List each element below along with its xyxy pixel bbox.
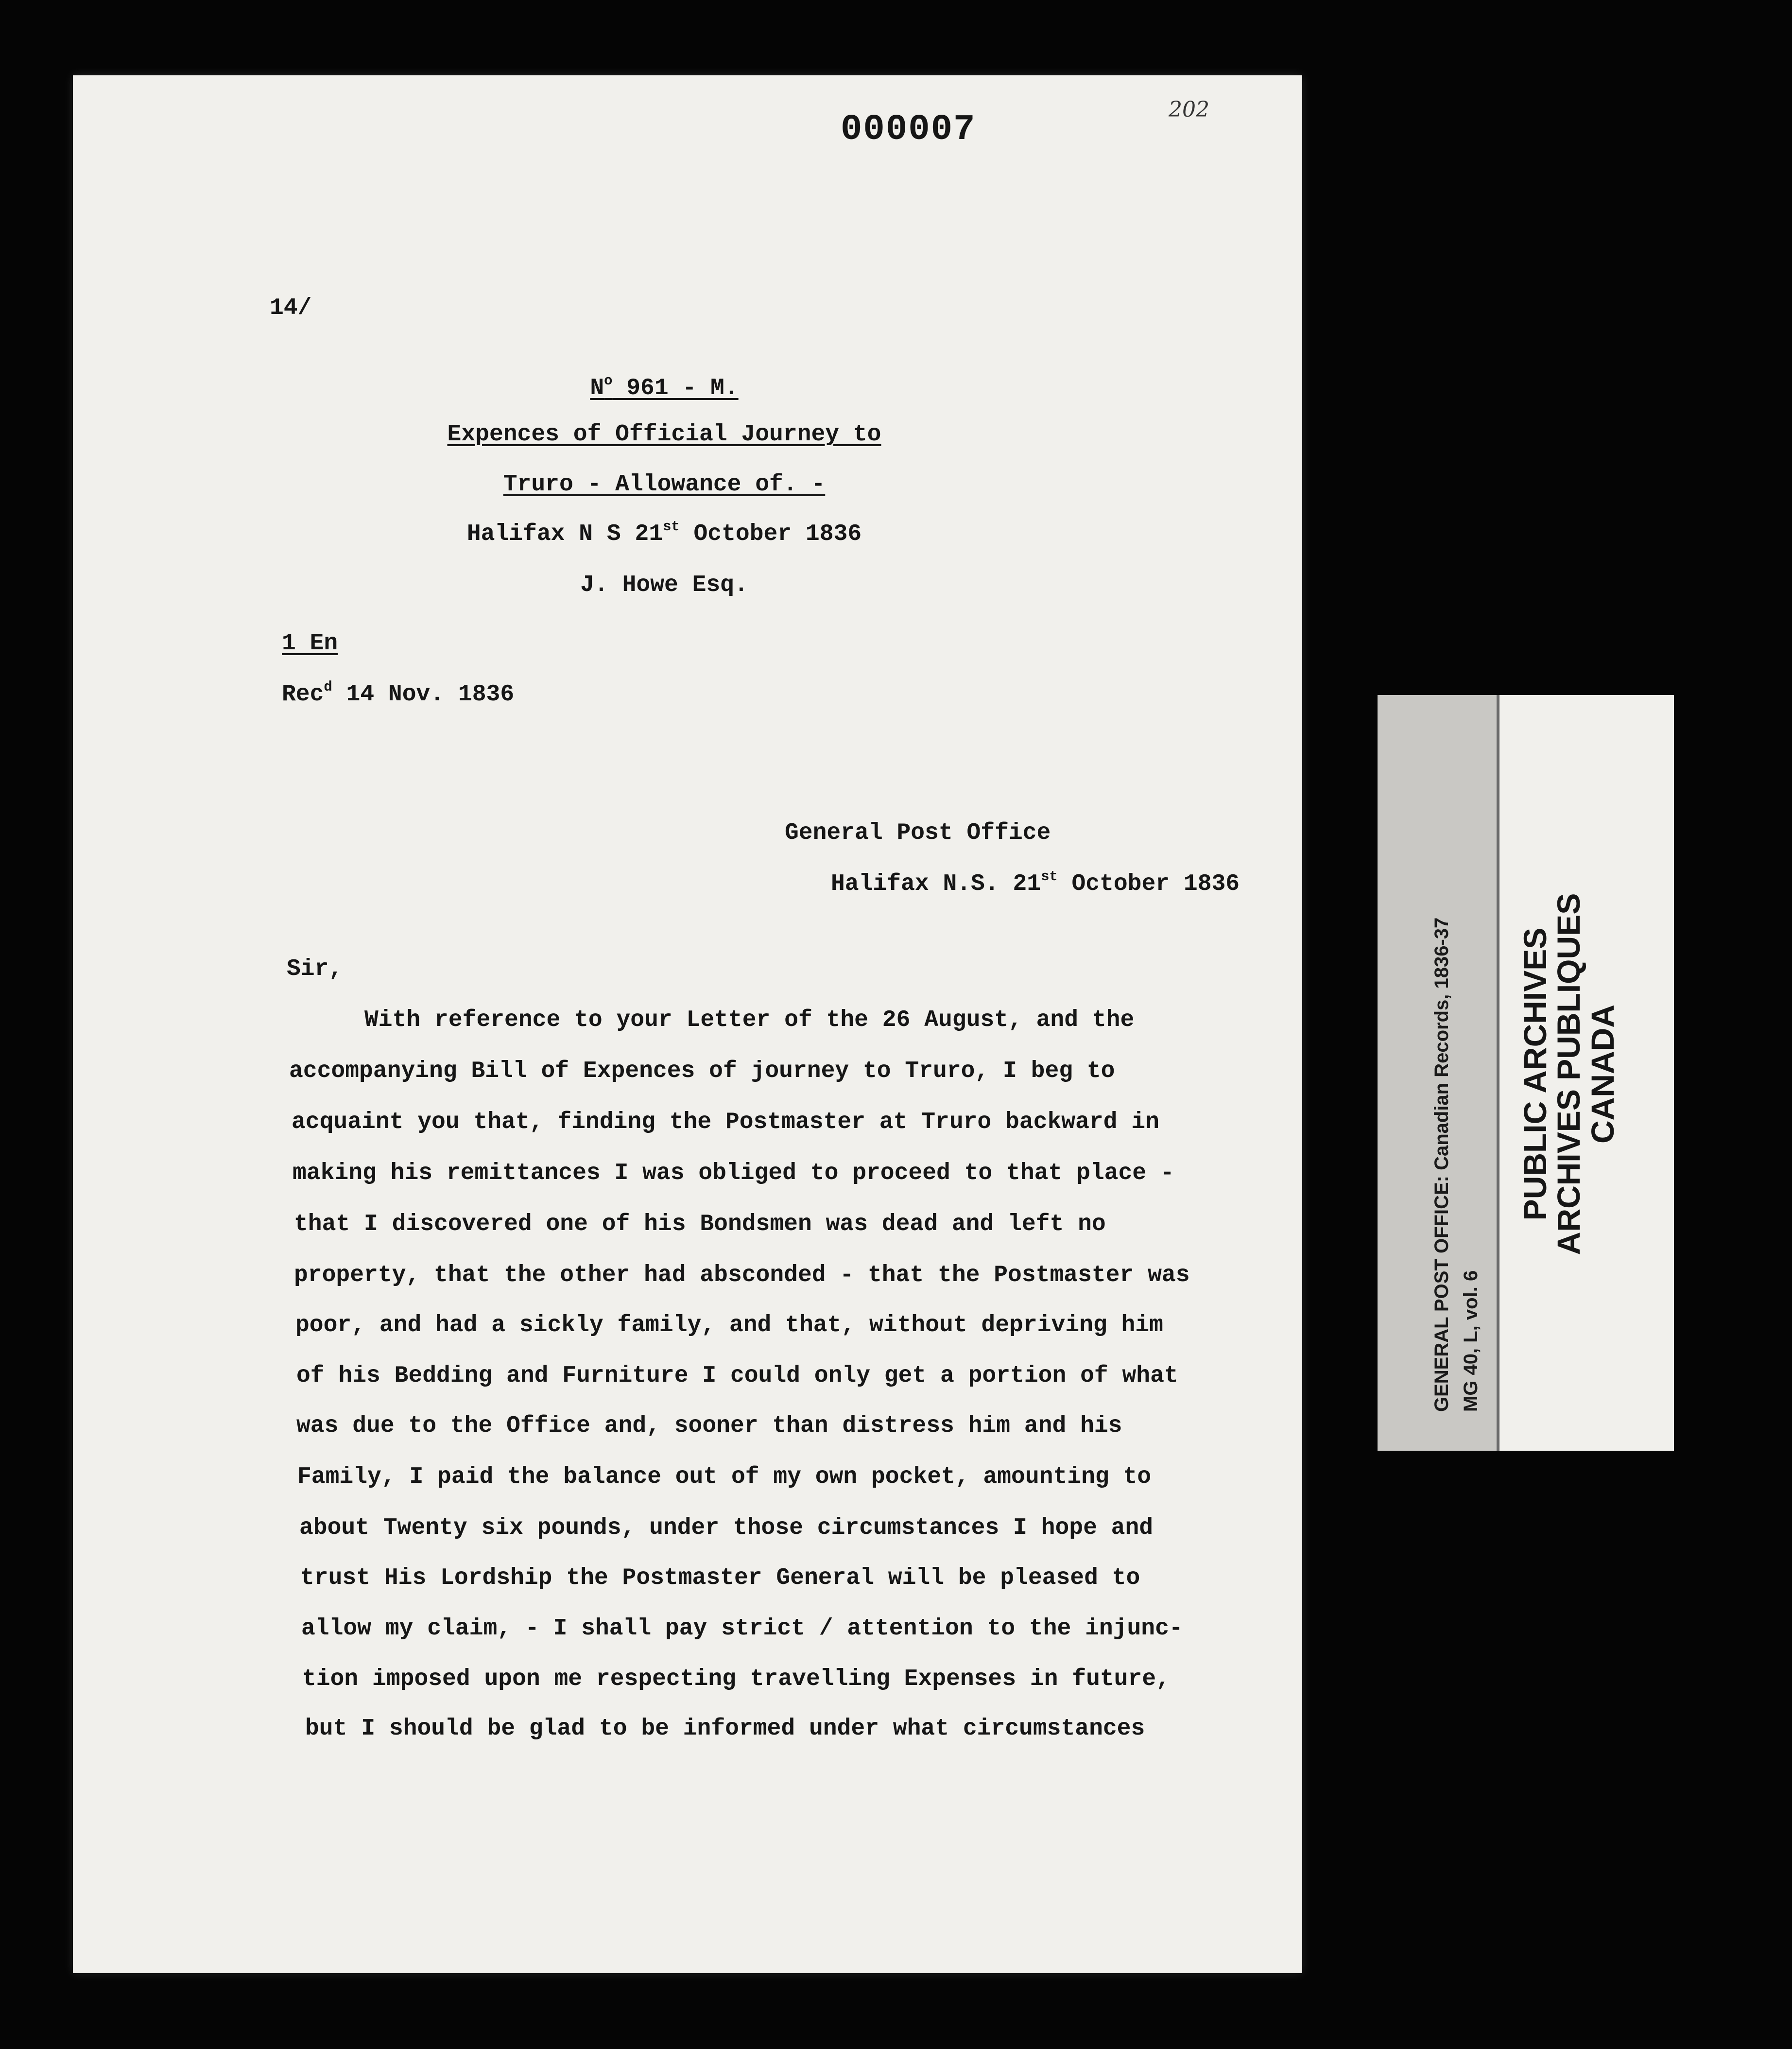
sender-place-date: Halifax N.S. 21st October 1836 [831,868,1240,898]
body-line: trust His Lordship the Postmaster General will be pleased to [300,1565,1140,1591]
body-line: tion imposed upon me respecting travelling Expenses in future, [302,1666,1170,1692]
sender-office: General Post Office [785,820,1051,846]
enclosure-note: 1 En [282,630,338,657]
received-note: Rec$^d$ 14 Nov. 1836 [282,679,515,708]
body-line: but I should be glad to be informed under what circumstances [305,1716,1145,1742]
body-line: With reference to your Letter of the 26 August, and the [364,1007,1135,1033]
body-line: about Twenty six pounds, under those circumstances I hope and [299,1515,1154,1541]
folio-number: 202 [1169,97,1209,122]
subject-line-2: Truro - Allowance of. - [503,471,826,498]
body-line: acquaint you that, finding the Postmaster at Truro backward in [292,1109,1159,1135]
series-line-2: MG 40, L, vol. 6 [1460,1270,1482,1412]
archive-number-stamp: 000007 [841,109,976,150]
salutation: Sir, [287,956,343,982]
place-date-line: Halifax N S 21st October 1836 [466,519,862,548]
series-line-1: GENERAL POST OFFICE: Canadian Records, 1836-37 [1431,917,1452,1412]
label-divider [1497,695,1499,1451]
body-line: poor, and had a sickly family, and that, without depriving him [295,1312,1163,1338]
file-reference: 14/ [270,295,312,321]
number-line: $N^o$ 961 - M. [590,373,739,402]
document-page [73,75,1302,1973]
body-line: making his remittances I was obliged to proceed to that place - [293,1160,1174,1186]
body-line: of his Bedding and Furniture I could only get a portion of what [296,1363,1178,1389]
archive-name-block [1518,831,1620,1317]
body-line: accompanying Bill of Expences of journey to Truro, I beg to [289,1058,1115,1084]
archive-line-2: ARCHIVES PUBLIQUES [1551,893,1587,1255]
body-line: was due to the Office and, sooner than distress him and his [296,1413,1122,1439]
archive-catalogue-label [1378,695,1674,1451]
body-line: allow my claim, - I shall pay strict / attention to the injunc- [301,1615,1183,1642]
subject-line-1: Expences of Official Journey to [447,421,881,448]
body-line: property, that the other had absconded - that the Postmaster was [294,1262,1190,1288]
archive-line-1: PUBLIC ARCHIVES [1517,927,1553,1221]
archive-line-3: CANADA [1584,1005,1620,1144]
addressee: J. Howe Esq. [580,572,748,598]
body-line: that I discovered one of his Bondsmen was dead and left no [294,1211,1106,1237]
body-line: Family, I paid the balance out of my own pocket, amounting to [297,1464,1152,1490]
